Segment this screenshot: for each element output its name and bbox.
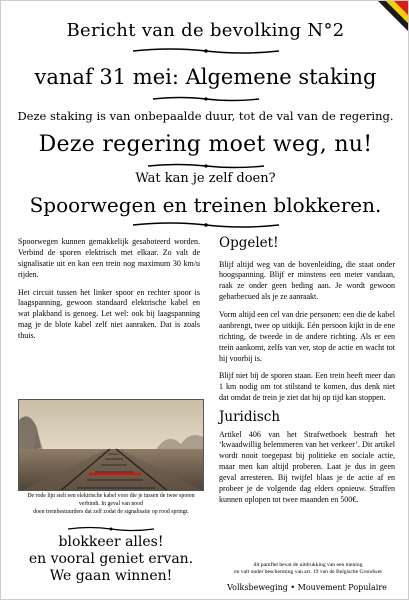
slogan-block-all: blokkeer alles! — [58, 534, 164, 550]
right-paragraph-1: Blijf altijd weg van de bovenleiding, die staat onder hoogspanning. Blijf er minstens een meter vandaan, raak ze onder geen beding aan. Je wordt gewoon gebarbecued als je ze aanraakt. — [219, 259, 395, 302]
right-paragraph-3: Blijf niet bij de sporen staan. Een trein heeft meer dan 1 km nodig om tot stilstand te komen, dus denk niet dat omdat de trein je ziet dat hij op tijd kan stoppen. — [219, 371, 395, 403]
legal-footnote-line-1: dit pamflet bevat de uitdrukking van een mening — [253, 562, 363, 568]
ornament-divider — [1, 162, 409, 170]
publisher-credits: Volksbeweging • Mouvement Populaire — [227, 583, 387, 592]
ornament-divider — [1, 47, 409, 55]
legal-footnote — [221, 562, 395, 577]
railway-photo — [18, 399, 204, 491]
left-paragraph-2: Het circuit tussen het linker spoor en rechter spoor is laagspanning, gewoon standaard elektrische kabel en wat plakband is genoeg. Let wel: ook bij laagspanning mag je de blote kabel zelf niet aanraken. Dat is zoals thuis. — [18, 287, 200, 340]
left-paragraph-1: Spoorwegen kunnen gemakkelijk gesaboteerd worden. Verbind de sporen elektrisch met elkaar. Zo valt de signalisatie uit en kan een trein nog maximum 30 km/u rijden. — [18, 237, 200, 279]
headline-government-out: Deze regering moet weg, nu! — [38, 132, 373, 157]
slogan-enjoy: en vooral geniet ervan. — [28, 551, 194, 567]
section-title-legal: Juridisch — [219, 409, 281, 425]
right-paragraph-2: Vorm altijd een cel van drie personen: een die de kabel aanbrengt, twee op uitkijk. Eén persoon kijkt in de ene richting, de tweede in de andere richting. Als er een trein aankomt, zelfs van ver, stop de actie en wacht tot hij voorbij is. — [219, 310, 395, 363]
photo-caption-line-1: De rode lijn stelt een elektrische kabel voor die je tussen de twee sporen verbindt. In geval van nood — [27, 493, 195, 507]
headline-question: Wat kan je zelf doen? — [135, 171, 276, 186]
photo-caption — [18, 493, 204, 516]
ornament-divider — [1, 95, 409, 103]
ornament-divider — [18, 525, 204, 533]
headline-report-number: Bericht van de bevolking N°2 — [66, 20, 345, 41]
headline-strike-duration: Deze staking is van onbepaalde duur, tot de val van de regering. — [17, 109, 394, 123]
slogan-we-win: We gaan winnen! — [49, 568, 173, 584]
right-column — [219, 237, 395, 513]
headline-block-rails: Spoorwegen en treinen blokkeren. — [29, 193, 382, 217]
right-paragraph-legal: Artikel 406 van het Strafwetboek bestraft het ‘kwaadwillig belemmeren van het verkeer’. Dit artikel wordt nooit toegepast bij politieke en sociale actie, maar men kan altijd proberen. Laat je dus in geen geval arresteren. Bij twijfel blaas je de actie af en probeer je de volgende dag elders opnieuw. Straffen kunnen oplopen tot twee maanden en 500€. — [219, 429, 395, 504]
photo-caption-line-2: doen treinbestuurders dat zelf zodat de signalisatie op rood springt. — [33, 508, 189, 515]
left-column — [18, 237, 200, 349]
section-title-warning: Opgelet! — [219, 235, 279, 251]
ornament-divider — [1, 221, 409, 229]
legal-footnote-line-2: en valt onder bescherming van art. 19 van de Belgische Grondwet — [234, 569, 382, 576]
headline-strike-date: vanaf 31 mei: Algemene staking — [34, 65, 377, 89]
